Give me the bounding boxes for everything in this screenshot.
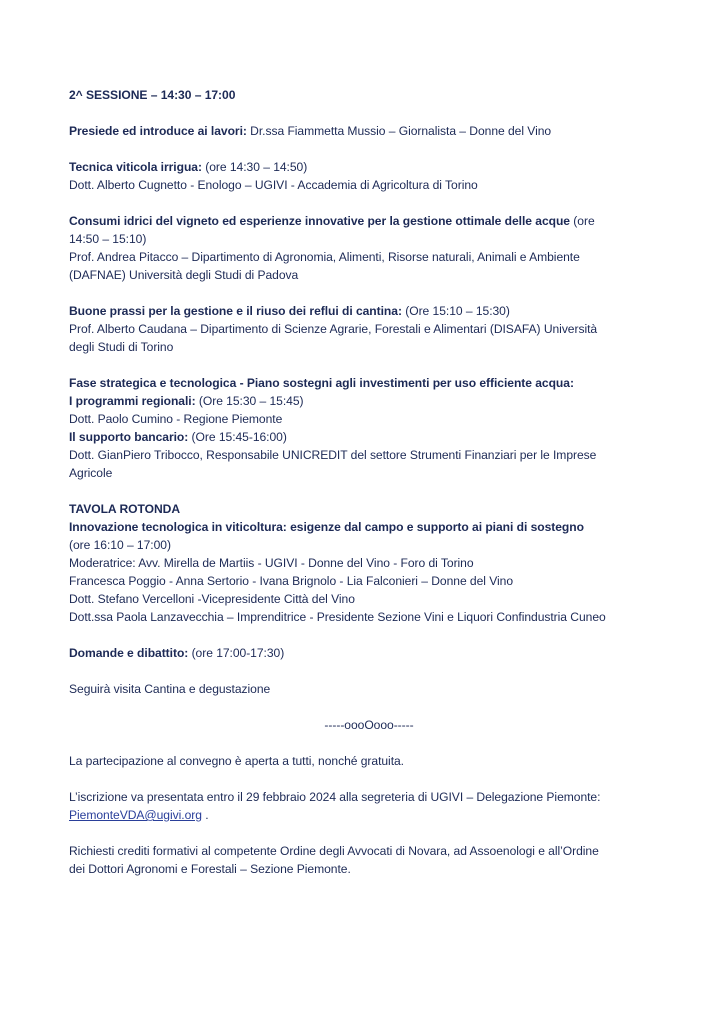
iscrizione-block: [69, 788, 669, 824]
programmi-heading: [69, 392, 669, 410]
session-block: [69, 86, 669, 104]
tavola-time: (ore 16:10 – 17:00): [69, 538, 171, 552]
supporto-speaker-a: Dott. GianPiero Tribocco, Responsabile UNICREDIT del settore Strumenti Finanziari per le Imprese: [69, 448, 597, 462]
tecnica-time: (ore 14:30 – 14:50): [201, 160, 308, 174]
consumi-heading: [69, 212, 669, 230]
consumi-time-b: 14:50 – 15:10): [69, 232, 147, 246]
tavola-panel-1: Francesca Poggio - Anna Sertorio - Ivana Brignolo - Lia Falconieri – Donne del Vino: [69, 574, 514, 588]
tavola-subtitle: Innovazione tecnologica in viticoltura: esigenze dal campo e supporto ai piani di sostegno: [69, 520, 584, 534]
tavola-moderatrice: Moderatrice: Avv. Mirella de Martiis - UGIVI - Donne del Vino - Foro di Torino: [69, 556, 474, 570]
tecnica-heading: [69, 158, 669, 176]
crediti-block: [69, 842, 669, 878]
consumi-time-a: (ore: [570, 214, 595, 228]
supporto-time: (Ore 15:45-16:00): [188, 430, 287, 444]
supporto-heading: [69, 428, 669, 446]
separator: -----oooOooo-----: [324, 718, 414, 732]
domande-block: [69, 644, 669, 662]
iscrizione-text: L’iscrizione va presentata entro il 29 febbraio 2024 alla segreteria di UGIVI – Delegazione Piemonte:: [69, 790, 601, 804]
fase-title: Fase strategica e tecnologica - Piano sostegni agli investimenti per uso efficiente acqua:: [69, 376, 574, 390]
programmi-time: (Ore 15:30 – 15:45): [195, 394, 304, 408]
presiede-text: Dr.ssa Fiammetta Mussio – Giornalista – Donne del Vino: [246, 124, 552, 138]
visita-text: Seguirà visita Cantina e degustazione: [69, 682, 271, 696]
presiede-label: Presiede ed introduce ai lavori:: [69, 124, 247, 138]
presiede-line: [69, 122, 669, 140]
consumi-speaker-b: (DAFNAE) Università degli Studi di Padova: [69, 268, 299, 282]
consumi-block: [69, 212, 669, 284]
partecipazione-text: La partecipazione al convegno è aperta a tutti, nonché gratuita.: [69, 754, 404, 768]
visita-block: [69, 680, 669, 698]
tecnica-speaker: Dott. Alberto Cugnetto - Enologo – UGIVI - Accademia di Agricoltura di Torino: [69, 178, 478, 192]
iscrizione-email-line: [69, 806, 669, 824]
buone-time: (Ore 15:10 – 15:30): [401, 304, 510, 318]
email-link[interactable]: PiemonteVDA@ugivi.org: [69, 808, 202, 822]
document-page: [69, 86, 669, 896]
tavola-title: TAVOLA ROTONDA: [69, 502, 181, 516]
crediti-line-b: dei Dottori Agronomi e Forestali – Sezione Piemonte.: [69, 862, 351, 876]
supporto-label: Il supporto bancario:: [69, 430, 189, 444]
partecipazione-block: [69, 752, 669, 770]
supporto-speaker-b: Agricole: [69, 466, 113, 480]
presiede-block: [69, 122, 669, 140]
consumi-speaker-a: Prof. Andrea Pitacco – Dipartimento di Agronomia, Alimenti, Risorse naturali, Animali e Ambiente: [69, 250, 580, 264]
buone-heading: [69, 302, 669, 320]
fase-block: [69, 374, 669, 482]
tavola-block: [69, 500, 669, 626]
domande-line: [69, 644, 669, 662]
tavola-panel-3: Dott.ssa Paola Lanzavecchia – Imprenditrice - Presidente Sezione Vini e Liquori Confindustria Cuneo: [69, 610, 606, 624]
consumi-label: Consumi idrici del vigneto ed esperienze innovative per la gestione ottimale delle acque: [69, 214, 570, 228]
programmi-label: I programmi regionali:: [69, 394, 196, 408]
tavola-panel-2: Dott. Stefano Vercelloni -Vicepresidente Città del Vino: [69, 592, 355, 606]
domande-label: Domande e dibattito:: [69, 646, 189, 660]
crediti-line-a: Richiesti crediti formativi al competente Ordine degli Avvocati di Novara, ad Assoenologi e all’Ordine: [69, 844, 599, 858]
programmi-speaker: Dott. Paolo Cumino - Regione Piemonte: [69, 412, 283, 426]
tecnica-label: Tecnica viticola irrigua:: [69, 160, 202, 174]
tecnica-block: [69, 158, 669, 194]
buone-label: Buone prassi per la gestione e il riuso dei reflui di cantina:: [69, 304, 402, 318]
separator-block: [69, 716, 669, 734]
buone-speaker-a: Prof. Alberto Caudana – Dipartimento di Scienze Agrarie, Forestali e Alimentari (DISAFA) Università: [69, 322, 598, 336]
buone-block: [69, 302, 669, 356]
session-title: 2^ SESSIONE – 14:30 – 17:00: [69, 88, 236, 102]
domande-time: (ore 17:00-17:30): [188, 646, 285, 660]
buone-speaker-b: degli Studi di Torino: [69, 340, 174, 354]
iscrizione-after: .: [201, 808, 209, 822]
